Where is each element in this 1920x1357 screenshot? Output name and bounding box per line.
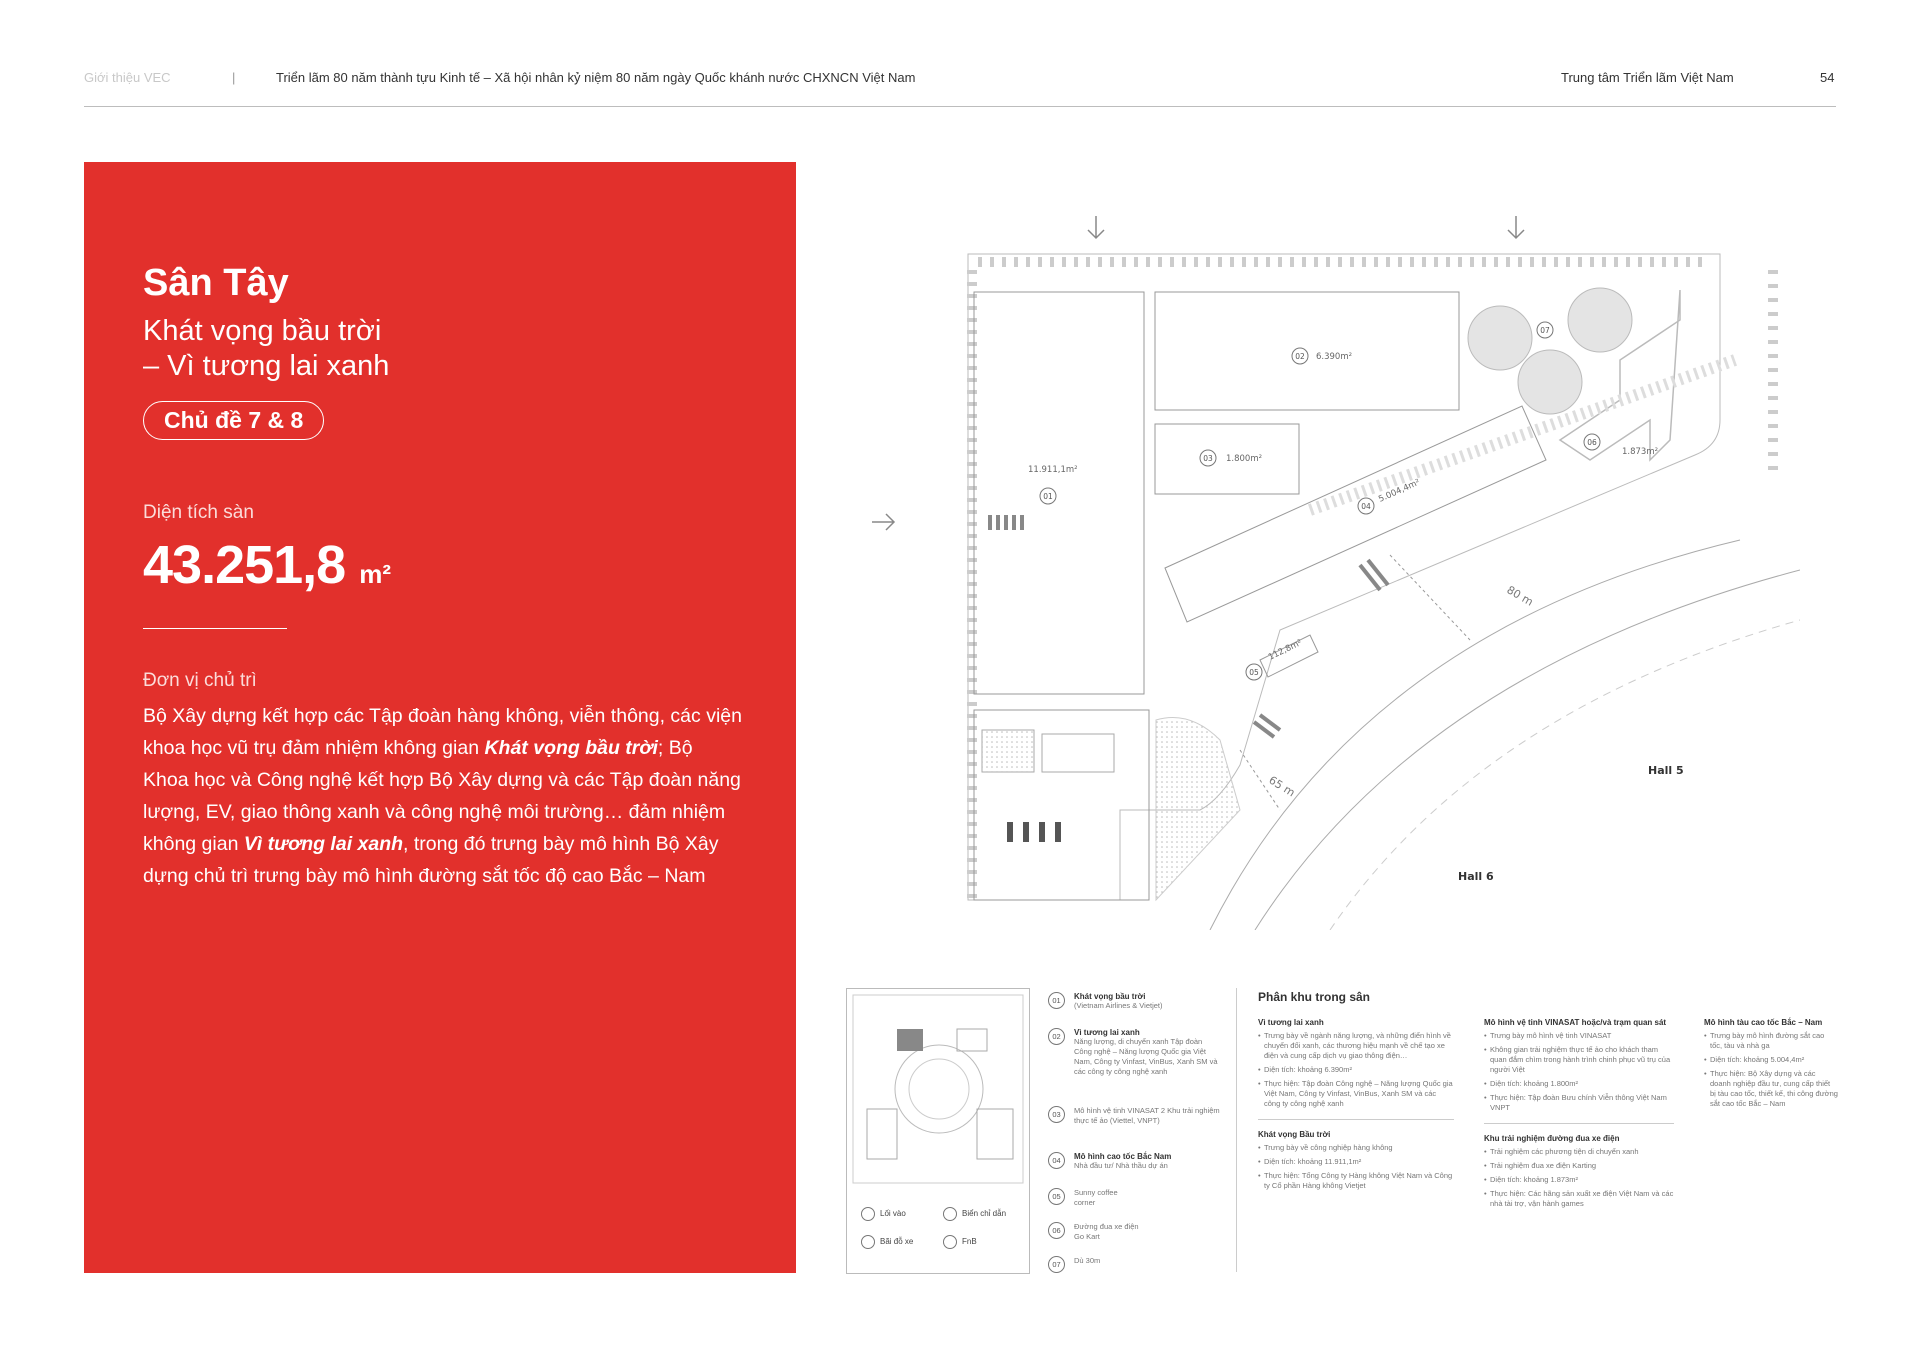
area-unit: m² xyxy=(359,559,391,589)
plan-area-05: 112,8m² xyxy=(1266,637,1304,663)
zones-col-1 xyxy=(1258,1018,1454,1195)
header-org: Trung tâm Triển lãm Việt Nam xyxy=(1561,70,1734,85)
page-number: 54 xyxy=(1820,70,1835,85)
key-fnb-label: FnB xyxy=(962,1237,977,1247)
plan-area-02: 6.390m² xyxy=(1316,352,1353,362)
zone-title: Mô hình tàu cao tốc Bắc – Nam xyxy=(1704,1018,1823,1027)
zone-item: • Thực hiện: Các hãng sản xuất xe điện Việt Nam và các nhà tài trợ, vận hành games xyxy=(1484,1189,1674,1209)
legend-item xyxy=(1048,1222,1220,1256)
key-parking-label: Bãi đỗ xe xyxy=(880,1237,914,1247)
zone-item: • Trưng bày mô hình vệ tinh VINASAT xyxy=(1484,1031,1674,1041)
body-text-3: , trong đó trưng bày mô hình Bộ Xây dựng chủ trì trưng bày mô hình đường sắt tốc độ cao Bắc – Nam xyxy=(143,833,719,887)
legend-desc: Đường đua xe điện Go Kart xyxy=(1074,1222,1139,1241)
legend-desc: Nhà đầu tư/ Nhà thầu dự án xyxy=(1074,1161,1168,1170)
entrance-icon xyxy=(861,1207,875,1221)
zone-item: • Thực hiện: Tập đoàn Công nghệ – Năng lượng Quốc gia Việt Nam, Công ty Vinfast, VinBus, Xanh SM và các công ty công nghệ xanh xyxy=(1258,1079,1454,1109)
subtitle-line-1: Khát vọng bầu trời xyxy=(143,315,382,347)
body-bold-2: Vì tương lai xanh xyxy=(243,833,404,855)
plan-marker-05: 05 xyxy=(1249,668,1259,677)
area-value xyxy=(143,534,391,596)
legend-item xyxy=(1048,1152,1220,1188)
legend-title: Vì tương lai xanh xyxy=(1074,1028,1140,1037)
zone-title: Khát vọng Bầu trời xyxy=(1258,1130,1331,1139)
zone-02-outline xyxy=(1155,292,1459,410)
plan-area-04: 5.004,4m² xyxy=(1377,477,1422,505)
panel-title: Sân Tây xyxy=(143,262,289,304)
area-number: 43.251,8 xyxy=(143,535,346,595)
plan-area-03: 1.800m² xyxy=(1226,454,1263,464)
zone-item: • Diện tích: khoảng 1.873m² xyxy=(1484,1175,1674,1185)
header-section: Giới thiệu VEC xyxy=(84,70,171,85)
zone-title: Khu trải nghiệm đường đua xe điện xyxy=(1484,1134,1620,1143)
legend-item xyxy=(1048,992,1220,1028)
legend-item xyxy=(1048,1188,1220,1222)
zone-item: • Trải nghiệm các phương tiện di chuyển xanh xyxy=(1484,1147,1674,1157)
legend-number: 04 xyxy=(1048,1152,1065,1169)
signpost-icon xyxy=(943,1207,957,1221)
legend-item xyxy=(1048,1256,1220,1276)
legend-title: Khát vọng bầu trời xyxy=(1074,992,1146,1001)
body-bold-1: Khát vọng bầu trời xyxy=(484,737,658,759)
plan-marker-02: 02 xyxy=(1295,352,1305,361)
legend-desc: Dù 30m xyxy=(1074,1256,1101,1265)
legend-desc: Sunny coffee corner xyxy=(1074,1188,1118,1207)
key-sign xyxy=(943,1207,1006,1221)
zone-divider xyxy=(1258,1119,1454,1120)
plan-marker-04: 04 xyxy=(1361,502,1371,511)
zone-item: • Thực hiện: Tập đoàn Bưu chính Viễn thông Việt Nam VNPT xyxy=(1484,1093,1674,1113)
intro-panel xyxy=(84,162,796,1273)
zone-divider xyxy=(1484,1123,1674,1124)
header-divider xyxy=(84,106,1836,107)
legend-title: Mô hình cao tốc Bắc Nam xyxy=(1074,1152,1172,1161)
legend-item xyxy=(1048,1028,1220,1106)
zones-col-2 xyxy=(1484,1018,1674,1213)
umbrella-group xyxy=(1468,288,1632,414)
distance-65m: 65 m xyxy=(1266,773,1298,800)
legend-number: 07 xyxy=(1048,1256,1065,1273)
panel-subtitle xyxy=(143,314,543,384)
zone-04-outline xyxy=(1165,406,1546,622)
plan-area-01: 11.911,1m² xyxy=(1028,465,1078,475)
zone-title: Mô hình vệ tinh VINASAT hoặc/và trạm quan sát xyxy=(1484,1018,1667,1027)
legend-number: 03 xyxy=(1048,1106,1065,1123)
key-map-thumbnail xyxy=(847,989,1029,1189)
zone-title: Vì tương lai xanh xyxy=(1258,1018,1324,1027)
legend-desc: Năng lượng, di chuyển xanh Tập đoàn Công nghệ – Năng lượng Quốc gia Việt Nam, Công ty Vinfast, VinBus, Xanh SM và các công ty công nghệ xanh xyxy=(1074,1037,1218,1076)
zone-legend xyxy=(1048,992,1220,1276)
header-event-title: Triển lãm 80 năm thành tựu Kinh tế – Xã hội nhân kỷ niệm 80 năm ngày Quốc khánh nước CHXNCN Việt Nam xyxy=(276,70,916,85)
zone-item: • Trưng bày về ngành năng lượng, và những điển hình về chuyển đổi xanh, các thương hiệu mạnh về chế tạo xe điện và cung cấp dịch vụ giao thông điện… xyxy=(1258,1031,1454,1061)
zone-item: • Không gian trải nghiệm thực tế ảo cho khách tham quan đắm chìm trong hành trình chinh phục vũ trụ của người Việt xyxy=(1484,1045,1674,1075)
site-plan xyxy=(860,210,1800,930)
legend-number: 01 xyxy=(1048,992,1065,1009)
plan-marker-03: 03 xyxy=(1203,454,1213,463)
body-text-1: Bộ Xây dựng kết hợp các Tập đoàn hàng không, viễn thông, các viện khoa học vũ trụ đảm nhiệm không gian xyxy=(143,705,742,759)
zone-item: • Thực hiện: Bộ Xây dựng và các doanh nghiệp đầu tư, cung cấp thiết bị tàu cao tốc, thiết kế, thi công đường sắt cao tốc Bắc – Nam xyxy=(1704,1069,1838,1109)
key-fnb xyxy=(943,1235,977,1249)
legend-desc: Mô hình vệ tinh VINASAT 2 Khu trải nghiệm thực tế ảo (Viettel, VNPT) xyxy=(1074,1106,1220,1125)
subtitle-line-2: – Vì tương lai xanh xyxy=(143,350,390,382)
legend-divider xyxy=(1236,988,1237,1272)
zone-item: • Trưng bày về công nghiệp hàng không xyxy=(1258,1143,1454,1153)
key-entrance xyxy=(861,1207,906,1221)
fnb-icon xyxy=(943,1235,957,1249)
zones-heading: Phân khu trong sân xyxy=(1258,990,1371,1004)
area-label: Diện tích sàn xyxy=(143,502,254,523)
zone-item: • Diện tích: khoảng 6.390m² xyxy=(1258,1065,1454,1075)
parking-icon xyxy=(861,1235,875,1249)
zone-item: • Diện tích: khoảng 1.800m² xyxy=(1484,1079,1674,1089)
legend-item xyxy=(1048,1106,1220,1152)
zone-item: • Trải nghiệm đua xe điện Karting xyxy=(1484,1161,1674,1171)
plan-marker-06: 06 xyxy=(1587,438,1597,447)
zone-item: • Diện tích: khoảng 11.911,1m² xyxy=(1258,1157,1454,1167)
header-separator: | xyxy=(232,70,236,85)
zone-01-outline xyxy=(974,292,1144,694)
host-label: Đơn vị chủ trì xyxy=(143,670,257,691)
plan-marker-07: 07 xyxy=(1540,326,1550,335)
legend-number: 05 xyxy=(1048,1188,1065,1205)
legend-number: 02 xyxy=(1048,1028,1065,1045)
plan-area-06: 1.873m² xyxy=(1622,447,1659,457)
hall-6-label: Hall 6 xyxy=(1458,870,1494,883)
theme-badge: Chủ đề 7 & 8 xyxy=(143,401,324,440)
host-description xyxy=(143,700,743,892)
zone-item: • Diện tích: khoảng 5.004,4m² xyxy=(1704,1055,1838,1065)
plan-marker-01: 01 xyxy=(1043,492,1053,501)
zone-item: • Thực hiện: Tổng Công ty Hàng không Việt Nam và Công ty Cổ phần Hàng không Vietjet xyxy=(1258,1171,1454,1191)
distance-80m: 80 m xyxy=(1504,583,1536,609)
legend-number: 06 xyxy=(1048,1222,1065,1239)
body-text-2: ; Bộ Khoa học và Công nghệ kết hợp Bộ Xây dựng và các Tập đoàn năng lượng, EV, giao thông xanh và công nghệ môi trường… đảm nhiệm không gian xyxy=(143,737,741,855)
key-map-box xyxy=(846,988,1030,1274)
panel-divider xyxy=(143,628,287,629)
key-sign-label: Biển chỉ dẫn xyxy=(962,1209,1007,1219)
hall-5-label: Hall 5 xyxy=(1648,764,1684,777)
key-parking xyxy=(861,1235,913,1249)
zones-col-3 xyxy=(1704,1018,1838,1113)
key-entrance-label: Lối vào xyxy=(880,1209,906,1219)
zone-item: • Trưng bày mô hình đường sắt cao tốc, tàu và nhà ga xyxy=(1704,1031,1838,1051)
legend-desc: (Vietnam Airlines & Vietjet) xyxy=(1074,1001,1163,1010)
